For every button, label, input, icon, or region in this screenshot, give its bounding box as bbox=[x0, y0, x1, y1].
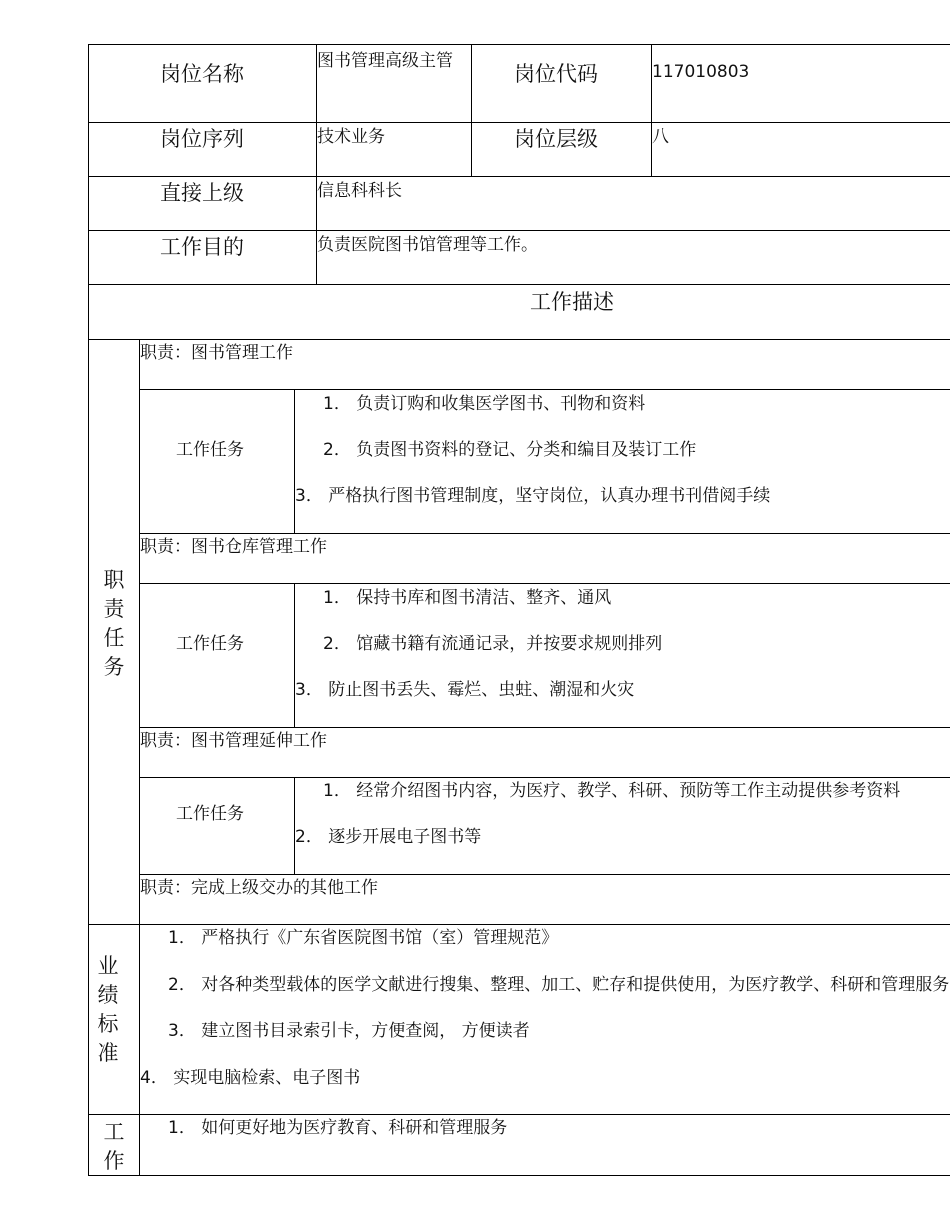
grid-line bbox=[139, 533, 950, 534]
grid-line bbox=[88, 284, 950, 285]
purpose-value: 负责医院图书馆管理等工作。 bbox=[317, 235, 538, 255]
purpose-label: 工作目的 bbox=[160, 235, 244, 259]
performance-item: 1． 严格执行《广东省医院图书馆（室）管理规范》 bbox=[168, 928, 559, 948]
performance-item: 2． 对各种类型载体的医学文献进行搜集、整理、加工、贮存和提供使用，为医疗教学、科研和管理服务 bbox=[168, 975, 950, 995]
duties-section-label: 职责任务 bbox=[103, 568, 125, 679]
position-code-label: 岗位代码 bbox=[514, 62, 598, 86]
grid-line bbox=[471, 44, 472, 177]
position-level-label: 岗位层级 bbox=[514, 127, 598, 151]
grid-line bbox=[294, 777, 295, 875]
grid-line bbox=[88, 44, 950, 45]
grid-line bbox=[88, 44, 89, 1176]
duty-title: 职责：图书仓库管理工作 bbox=[140, 537, 327, 557]
position-code-value: 117010803 bbox=[652, 62, 750, 82]
work-item: 1． 如何更好地为医疗教育、科研和管理服务 bbox=[168, 1118, 508, 1138]
grid-line bbox=[88, 339, 950, 340]
position-level-value: 八 bbox=[652, 127, 669, 147]
task-item: 2． 馆藏书籍有流通记录，并按要求规则排列 bbox=[323, 634, 663, 654]
grid-line bbox=[139, 389, 950, 390]
grid-line bbox=[139, 583, 950, 584]
performance-label: 业绩标准 bbox=[97, 954, 119, 1065]
grid-line bbox=[139, 874, 950, 875]
position-name-label: 岗位名称 bbox=[160, 62, 244, 86]
duty-title: 职责：图书管理延伸工作 bbox=[140, 731, 327, 751]
task-item: 1． 经常介绍图书内容，为医疗、教学、科研、预防等工作主动提供参考资料 bbox=[323, 781, 901, 801]
grid-line bbox=[88, 924, 950, 925]
task-item: 1． 保持书库和图书清洁、整齐、通风 bbox=[323, 588, 612, 608]
task-label: 工作任务 bbox=[176, 804, 244, 824]
grid-line bbox=[88, 1175, 950, 1176]
grid-line bbox=[88, 230, 950, 231]
duty-title: 职责：完成上级交办的其他工作 bbox=[140, 878, 378, 898]
grid-line bbox=[294, 583, 295, 728]
grid-line bbox=[88, 1114, 950, 1115]
description-title: 工作描述 bbox=[530, 290, 614, 314]
duty-title: 职责：图书管理工作 bbox=[140, 343, 293, 363]
task-item: 3． 严格执行图书管理制度，坚守岗位，认真办理书刊借阅手续 bbox=[295, 486, 771, 506]
position-series-label: 岗位序列 bbox=[160, 127, 244, 151]
grid-line bbox=[294, 389, 295, 534]
task-item: 3． 防止图书丢失、霉烂、虫蛀、潮湿和火灾 bbox=[295, 680, 635, 700]
performance-item: 4． 实现电脑检索、电子图书 bbox=[140, 1068, 361, 1088]
grid-line bbox=[139, 777, 950, 778]
grid-line bbox=[88, 122, 950, 123]
grid-line bbox=[139, 727, 950, 728]
position-name-value: 图书管理高级主管 bbox=[317, 51, 453, 71]
task-item: 1． 负责订购和收集医学图书、刊物和资料 bbox=[323, 394, 646, 414]
task-label: 工作任务 bbox=[176, 634, 244, 654]
supervisor-value: 信息科科长 bbox=[317, 181, 402, 201]
supervisor-label: 直接上级 bbox=[160, 181, 244, 205]
task-item: 2． 逐步开展电子图书等 bbox=[295, 827, 482, 847]
grid-line bbox=[88, 176, 950, 177]
task-label: 工作任务 bbox=[176, 440, 244, 460]
position-series-value: 技术业务 bbox=[317, 127, 385, 147]
task-item: 2． 负责图书资料的登记、分类和编目及装订工作 bbox=[323, 440, 697, 460]
performance-item: 3． 建立图书目录索引卡，方便查阅， 方便读者 bbox=[168, 1021, 530, 1041]
grid-line bbox=[139, 339, 140, 1176]
work-label: 工作 bbox=[103, 1120, 125, 1173]
